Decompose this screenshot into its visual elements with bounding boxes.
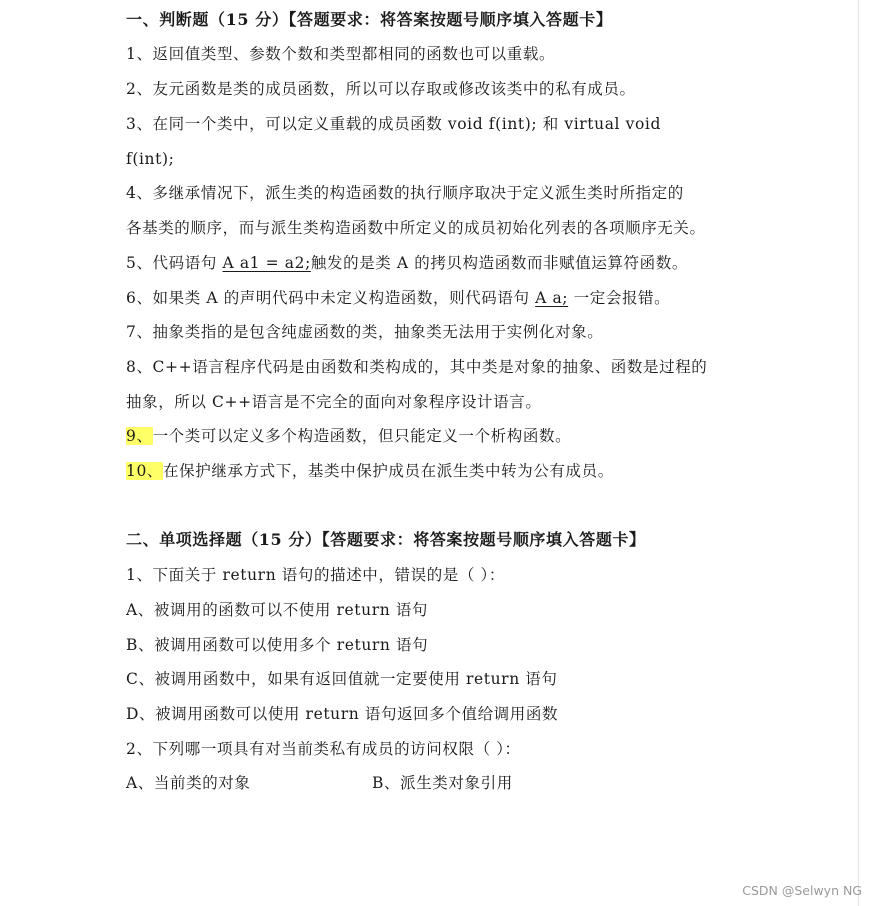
question-item-3-text: 3、在同一个类中，可以定义重载的成员函数 void f(int); 和 virtual void <box>126 115 661 133</box>
question-item-4-continued: 各基类的顺序，而与派生类构造函数中所定义的成员初始化列表的各项顺序无关。 <box>126 219 706 237</box>
choice-question-2: 2、下列哪一项具有对当前类私有成员的访问权限（ ）： <box>126 740 521 758</box>
choice-question-1: 1、下面关于 return 语句的描述中，错误的是（ ）： <box>126 566 505 584</box>
question-item-7: 7、抽象类指的是包含纯虚函数的类，抽象类无法用于实例化对象。 <box>126 323 604 341</box>
question-item-8-continued: 抽象，所以 C++语言是不完全的面向对象程序设计语言。 <box>126 393 542 411</box>
question-item-1: 1、返回值类型、参数个数和类型都相同的函数也可以重载。 <box>126 45 556 63</box>
question-item-10-number: 10、 <box>126 462 164 480</box>
choice-question-1-option-b: B、被调用函数可以使用多个 return 语句 <box>126 636 429 654</box>
question-item-6-prefix: 6、如果类 A 的声明代码中未定义构造函数，则代码语句 <box>126 289 536 307</box>
question-item-3 <box>126 114 740 134</box>
question-item-5-prefix: 5、代码语句 <box>126 254 223 272</box>
question-item-6 <box>126 288 670 308</box>
question-item-5 <box>126 253 688 273</box>
choice-question-1-option-a: A、被调用的函数可以不使用 return 语句 <box>126 601 429 619</box>
question-item-4: 4、多继承情况下，派生类的构造函数的执行顺序取决于定义派生类时所指定的 <box>126 184 684 202</box>
choice-question-1-option-c: C、被调用函数中，如果有返回值就一定要使用 return 语句 <box>126 670 558 688</box>
choice-question-2-option-a: A、当前类的对象 <box>126 774 251 792</box>
question-item-6-code: A a; <box>535 289 569 307</box>
choice-question-2-options-row <box>126 773 746 793</box>
csdn-watermark: CSDN @Selwyn NG <box>742 883 862 898</box>
question-item-10 <box>126 461 614 481</box>
question-item-6-suffix: 一定会报错。 <box>568 289 671 307</box>
question-item-5-code: A a1 = a2; <box>222 254 311 272</box>
question-item-9-text: 一个类可以定义多个构造函数，但只能定义一个析构函数。 <box>152 427 572 445</box>
question-item-5-suffix: 触发的是类 A 的拷贝构造函数而非赋值运算符函数。 <box>310 254 688 272</box>
choice-question-1-option-d: D、被调用函数可以使用 return 语句返回多个值给调用函数 <box>126 705 559 723</box>
question-item-2: 2、友元函数是类的成员函数，所以可以存取或修改该类中的私有成员。 <box>126 80 636 98</box>
question-item-8: 8、C++语言程序代码是由函数和类构成的，其中类是对象的抽象、函数是过程的 <box>126 358 708 376</box>
question-item-9-number: 9、 <box>126 427 153 445</box>
question-item-9 <box>126 426 571 446</box>
question-item-10-text: 在保护继承方式下，基类中保护成员在派生类中转为公有成员。 <box>163 462 614 480</box>
section1-heading: 一、判断题（15 分）【答题要求：将答案按题号顺序填入答题卡】 <box>126 10 613 29</box>
choice-question-2-option-b: B、派生类对象引用 <box>372 774 513 792</box>
section2-heading: 二、单项选择题（15 分）【答题要求：将答案按题号顺序填入答题卡】 <box>126 530 646 549</box>
question-item-3-continued: f(int); <box>126 150 175 168</box>
